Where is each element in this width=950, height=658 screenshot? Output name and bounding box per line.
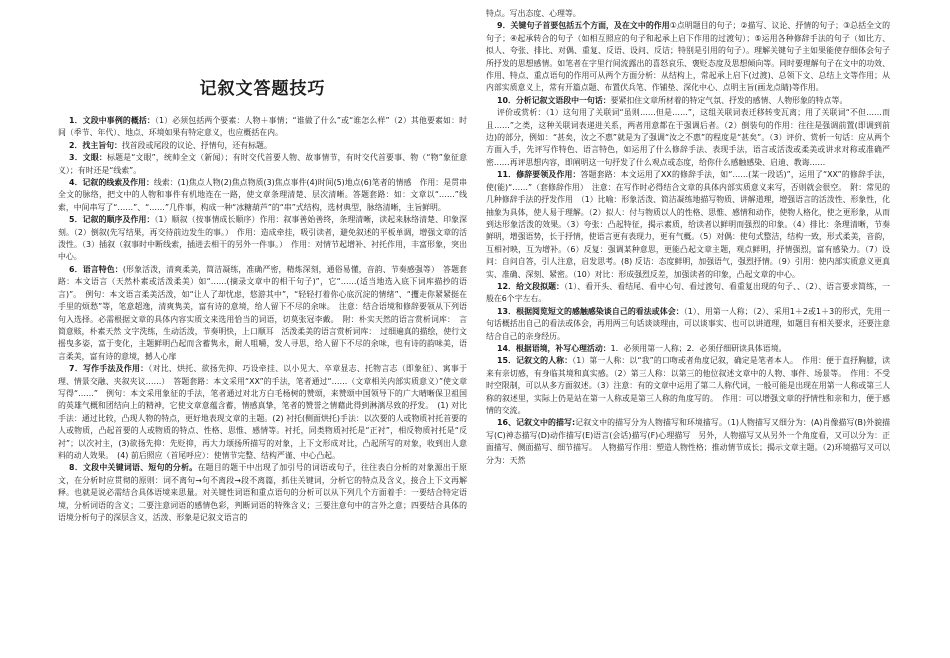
section-paragraph	[58, 152, 467, 177]
section-heading: 1．文段中事例的概括：	[69, 116, 155, 125]
section-heading: 9．关键句子首要包括五个方面，及在文中的作用	[497, 21, 670, 31]
section-heading: 14．根据语境，补写心理活动：	[497, 343, 611, 353]
section-paragraph	[486, 343, 890, 355]
section-heading: 3．文眼：	[69, 153, 108, 163]
left-column-body	[58, 115, 467, 524]
section-text: 答题套路：本文运用了XX的修辞手法，如“……(某一段话)”，运用了“XX”的修辞手法，使(能)“……”（套修辞作用） 注意：在写作时必得结合文章的具体内部实质意义来写，否则就会很空。 附：常见的几种修辞手法的抒发作用 （1）比喻：形象活泼、简洁凝练地描写物质、讲解道理，增强语言的活泼性、形象性，化抽象为具体，使人易于理解。（2）拟人：付与物质以人的性格、思惟、感情和动作，使物人格化，使之更形象，从而到达形象活泼的效果。（3）夸张：凸起特征，揭示素质，给读者以鲜明而强烈的印象。（4）排比：条理清晰，节奏鲜明，增强语势，长于抒情，使语言更有表现力，更有气概。（5）对偶：使句式整洁，结构一致，形式柔美，音韵，互相衬映，互为增补。（6）反复：强调某种意思，更能凸起文章主题，观点鲜明，抒情强烈，富有感染力。（7）设问：自问自答，引人注意，启发思考。(8) 反诘：态度鲜明，加强语气，强烈抒情。（9）引用：使内部实质意义更真实、准确、深刻、紧密。（10）对比：形成强烈反差，加强读者的印象，凸起文章的中心。	[486, 170, 890, 279]
section-paragraph	[486, 95, 890, 107]
section-text: （1）必须包括两个要素：人物＋事情；“谁做了什么”或“谁怎么样”（2）其他要素如：时间（季节、年代）、地点、环境如果有特定意义，也应概括在内。	[58, 116, 467, 138]
section-text: 评价或赏析：（1）这句用了关联词“虽则……但是……”，这组关联词表迁移转变瓦离；用了关联词“不但……而且……”之类，这种关联词表递进关系，两者用意都在于强调后者。（2）倒装句的作用：往往是强调前置(即调到前边)的部分，例如：“甚矣，汝之不惠”就是为了强调“汝之不惠”的程度是“甚矣”。（3）评价、赏析一句话：应从两个方面入手，先评写作特色、语言特色，如运用了什么修辞手法、表现手法，语言或活泼或柔美或讲求对称或准确严密……再评思想内容，即阐明这一句抒发了什么观点或态度，给你什么感触感染、启迪、教诲……	[486, 108, 890, 167]
section-paragraph	[486, 169, 890, 281]
section-heading: 5．记叙的顺序及作用：	[69, 215, 155, 225]
section-text: 特点。写出态度、心理等。	[486, 9, 581, 18]
section-text: （1）、看开头、看结尾、看中心句、看过渡句、看重复出现的句子、、（2）、语言要求简练，一般在6个字左右。	[486, 281, 890, 304]
section-heading: 13．根据阅览短文的感触感染谈自己的看法或体会：	[497, 306, 684, 316]
section-text: （1）顺叙（按事情成长顺序）作用：叙事善始善终，条理清晰，读起来脉络清楚、印象深刻。（2）倒叙(先写结果，再交待前边发生的事。） 作用：造成牵挂，吸引读者，避免叙述的平板单调，增强文章的活泼性。（3）插叙（叙事时中断线索，插进去相干的另外一件事。） 作用：对情节起增补、衬托作用，丰富形象，突出中心。	[58, 215, 467, 262]
section-text: （1）、用第一人称；（2）、采用1＋2或1＋3的形式，先用一句话概括出自己的看法或体会，再用两三句话谈谈理由，可以谈事实、也可以讲道理，如题目有相关要求，还要注意结合自己的亲身经历。	[486, 306, 890, 341]
page-title: 记叙文答题技巧	[199, 79, 326, 99]
section-text: 1．必须用第一人称；2．必须仔细研读具体语境。	[610, 343, 787, 353]
section-text: 记叙文中的描写分为人物描写和环境描写。（1)人物描写又细分为：(A)肖像描写(B)外貌描写(C)神态描写(D)动作描写(E)语言(会话)描写(F)心理描写 另外，人物描写又从另外一个角度看，又可以分为：正面描写、侧面描写、细节描写。 人物描写作用：塑造人物性格；推动情节成长；揭示文章主题。（2)环境描写又可以分为：天然	[486, 418, 890, 465]
section-paragraph	[58, 214, 467, 264]
section-paragraph	[486, 281, 890, 306]
section-heading: 7．写作手法及作用：	[69, 364, 149, 374]
right-column	[486, 8, 890, 654]
section-paragraph	[486, 107, 890, 169]
section-text: 在题目的题干中出现了加引号的词语或句子，往往表白分析的对象源出于原文，在分析时应贯彻的原则：词不离句→句不离段→段不离篇，抓住关键词，分析它的特点及含义，接合上下文再解释。也就是说必需结合具体语境来思量。对关键性词语和重点语句的分析可以从下列几个方面着手：一要结合特定语境，分析词语的含义；二要注意词语的感情色彩，判断词语的特殊含义；三要注意句中的言外之意；四要结合具体的语境分析句子的深层含义，活泼、形象是记叙文语言的	[58, 463, 467, 522]
section-text: 要紧扣住文章所材着的特定气氛、抒发的感情、人物形象的特点等。	[610, 95, 848, 105]
section-heading: 16、记叙文中的描写:	[497, 418, 576, 428]
section-heading: 4．记叙的线索及作用：	[69, 178, 154, 188]
section-paragraph	[58, 363, 467, 462]
section-paragraph	[58, 115, 467, 140]
section-paragraph	[486, 355, 890, 417]
section-paragraph	[58, 462, 467, 524]
section-heading: 6．语言特色：	[69, 264, 123, 274]
section-heading: 8．文段中关键词语、短句的分析。	[69, 463, 198, 473]
section-text: 标题是“文眼”，统帅全文（新闻）；有时交代首要人物、故事情节，有时交代首要事、物（“物”象征意义）；有时还是“线索”。	[58, 153, 467, 175]
section-text: ①点明题目的句子；②描写、议论、抒情的句子；③总括全文的句子；④起承转合的句子（如相互照应的句子和起承上启下作用的过渡句）；⑤运用各种修辞手法的句子（如比方、拟人、夸张、排比、对偶、重复、反语、设问、反诘；特别是引用的句子）。理解关键句子主如果能使存细体会句子所抒发的思想感情。如笔者在字里行间流露出的喜怒哀乐、褒贬态度及思想倾向等。同时要理解句子在文中的功效、作用、特点、重点语句的作用可从两个方面分析：从结构上，常起承上启下(过渡)、总领下文、总结上文等作用；从内部实质意义上，常有开篇点题、布置伏兵笔、作铺垫、深化中心、点明主旨(画龙点睛)等作用。	[486, 21, 890, 93]
section-paragraph	[58, 264, 467, 363]
section-heading: 11．修辞要领及作用：	[497, 170, 581, 180]
section-text: (形象活泼，清爽柔美，简洁凝练，准确严密，精炼深刻，通俗易懂，音韵、节奏感强等） 答题套路：本文语言（天然朴素或活泼柔美）如“……(摘录文章中的相干句子)”，它“……(适当地选入底下词库描抄的语言)”。 例句：本文语言柔美活泼，如“让人了却忧虑，悠游其中”，“轻轻打着你心底沉淀的情绪”、“攫走你紧紧挺在手里的烦愁”等，笔意超逸，清爽隽美，富有诗的意境，给人留下不尽的余味。 注意：结合语境和修辞要领从下列语句入选择。必需根据文章的具体内容实质文来选用恰当的词语，切莫张冠李戴。 附：朴实天然的语言赏析词库： 言简意赅，朴素天然 文字洗练，生动活泼，节奏明快，上口顺耳 活泼柔美的语言赏析词库： 过细遍真的描绘，使行文摇曳多姿，富于变化，主题鲜明凸起而含蓄隽永，耐人咀嚼，发人寻思，给人留下不尽的余味，也有诗的韵味美，语言柔美，富有诗的意境，撼人心扉	[58, 264, 467, 361]
section-heading: 15．记叙文的人称：	[497, 356, 573, 366]
section-text: 找首段或尾段的议论、抒情句，还有标题。	[121, 140, 272, 150]
section-heading: 10．分析记叙文语段中一句话：	[497, 95, 611, 105]
right-column-body	[486, 8, 890, 467]
section-heading: 2．找主旨句：	[69, 140, 122, 150]
left-column	[58, 64, 467, 654]
section-paragraph	[486, 8, 890, 20]
section-heading: 12．给文段拟题：	[497, 281, 565, 291]
section-text: 线索：(1)焦点人物(2)焦点物质(3)焦点事件(4)时间(5)地点(6)笔者的情感 作用：是贯串全文的脉络，把文中的人物和事件有机地连在一路，使文章条理清楚、层次清晰。答题套路：如：文章以“……”线索，中间串写了“……”、“……”几件事，构成一种“冰糖葫芦”的“串”式结构，选材典型，脉络清晰，主旨鲜明。	[58, 178, 467, 212]
section-paragraph	[58, 140, 467, 152]
section-text: （对比、烘托、欲扬先抑、巧设牵挂、以小见大、卒章显志、托物言志（即象征）、寓事于理、情景交融、夹叙夹议……） 答题套路：本文采用“XX”的手法，笔者通过“……（文章相关内部实质意义）”使文章写得“……” 例句：本文采用象征的手法，笔者通过对北方白毛杨树的赞颂，来赞颂中国领导下的广大晴晰保卫祖国的英雄气概和团结向上的精神，它使文章意蕴含蓄，情感真挚，笔者的赞誉之情藉此得到淋漓尽致的抒发。 (1) 对比手法：通过比较，凸现人物的特点，更好地表现文章的主题。(2) 衬托(侧面烘托)手法：以次要的人或物质衬托首要的人或物质，凸起首要的人或物质的特点、性格、思惟、感情等。衬托，同类物质衬托是“正衬”，相反物质衬托是“反衬”；以次衬主，(3)欲扬先抑：先贬抑，再大力颂扬所描写的对象，上下文形成对比，凸起所写的对象，收到出人意料的动人效果。 (4) 前后照应（首尾呼应）：使情节完整、结构严谨、中心凸起。	[58, 364, 467, 460]
section-paragraph	[486, 306, 890, 343]
section-paragraph	[486, 417, 890, 467]
section-paragraph	[486, 20, 890, 94]
section-paragraph	[58, 177, 467, 214]
section-text: （1）第一人称：以“我”的口吻或者角度记叙，确定是笔者本人。 作用：便于直抒胸臆，读来有亲切感，有身临其境和真实感。（2）第三人称：以第三的他位叙述文章中的人物、事件、场景等。 作用：不受时空限制，可以从多方面叙述。（3）注意：有的文章中运用了第二人称代词，一般可能是出现在用第一人称或第三人称的叙述里，实际上仍是站在第一人称或是第三人称的角度写的。 作用：可以增强文章的抒情性和亲和力，便于感情的交流。	[486, 356, 890, 415]
